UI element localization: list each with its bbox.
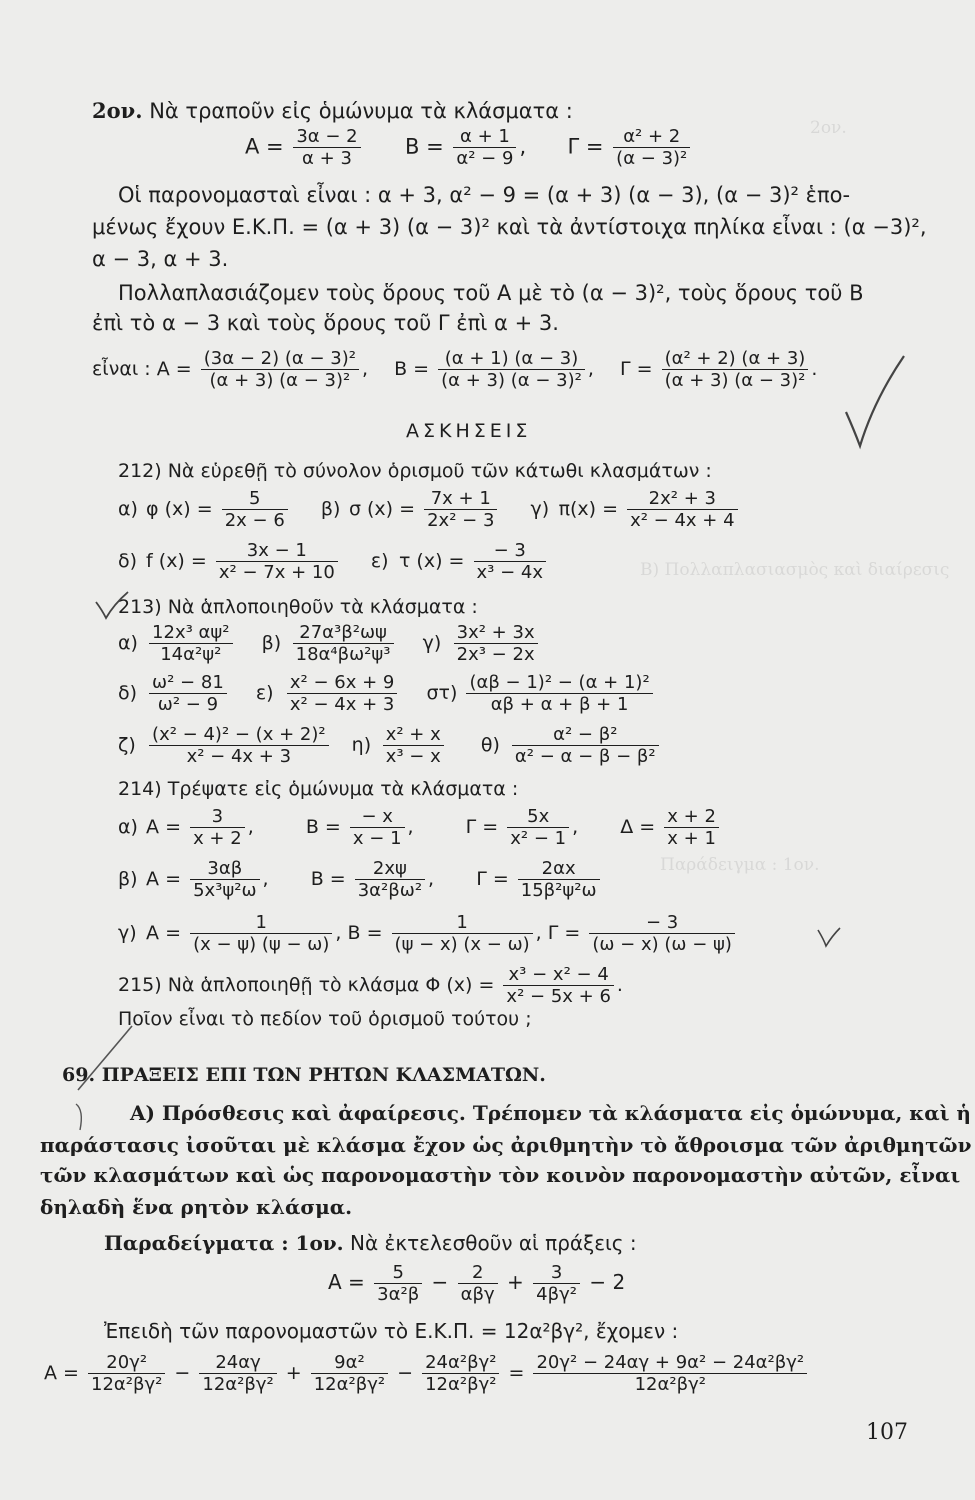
fraction bbox=[664, 806, 719, 849]
fraction bbox=[518, 858, 600, 901]
numerator: 3α − 2 bbox=[293, 126, 360, 148]
operator: + bbox=[285, 1362, 302, 1384]
item-label: ζ) bbox=[118, 734, 136, 756]
denominator: 5x³ψ²ω bbox=[193, 880, 257, 901]
denominator: 3α²βω² bbox=[357, 880, 423, 901]
denominator: x² − 4x + 3 bbox=[289, 694, 395, 715]
fraction bbox=[383, 724, 444, 767]
label-A: Α = bbox=[156, 358, 192, 380]
exercise-215-question: Ποῖον εἶναι τὸ πεδίον τοῦ ὁρισμοῦ τούτου ; bbox=[118, 1008, 532, 1030]
numerator: x² − 6x + 9 bbox=[287, 672, 397, 694]
exercise-212-row2 bbox=[118, 540, 549, 583]
fraction bbox=[190, 912, 332, 955]
function-lhs: τ (x) = bbox=[398, 550, 465, 572]
numerator: α + 1 bbox=[453, 126, 516, 148]
fraction bbox=[533, 1352, 807, 1395]
fraction bbox=[293, 622, 394, 665]
label-B: Β = bbox=[347, 922, 383, 944]
fraction bbox=[350, 806, 405, 849]
label-G: Γ = bbox=[476, 868, 509, 890]
numerator: α² + 2 bbox=[613, 126, 690, 148]
denominator: (α + 3) (α − 3)² bbox=[209, 370, 351, 391]
fraction bbox=[512, 724, 659, 767]
numerator: 24αγ bbox=[199, 1352, 276, 1374]
exercise-213-text: 213) Νὰ ἁπλοποιηθοῦν τὰ κλάσματα : bbox=[118, 596, 478, 618]
operator: − bbox=[431, 1270, 449, 1294]
item-label: η) bbox=[351, 734, 372, 756]
denominator: αβ + α + β + 1 bbox=[490, 694, 629, 715]
separator: . bbox=[616, 974, 623, 996]
denominator: x + 2 bbox=[193, 828, 242, 849]
label-A: Α = bbox=[146, 816, 182, 838]
denominator: α + 3 bbox=[302, 148, 352, 169]
denominator: 14α²ψ² bbox=[160, 644, 222, 665]
denominator: x³ − 4x bbox=[476, 562, 543, 583]
bleed-through: 2ον. bbox=[810, 118, 847, 138]
paragraph-line: ἐπὶ τὸ α − 3 καὶ τοὺς ὅρους τοῦ Γ ἐπὶ α + 3. bbox=[92, 311, 559, 335]
numerator: 20γ² − 24αγ + 9α² − 24α²βγ² bbox=[533, 1352, 807, 1374]
fraction bbox=[533, 1262, 580, 1305]
numerator: α² − β² bbox=[512, 724, 659, 746]
label-B: Β = bbox=[405, 134, 444, 159]
checkmark-icon bbox=[92, 590, 132, 626]
label-A: Α = bbox=[146, 868, 182, 890]
operator: − bbox=[397, 1362, 414, 1384]
fraction-B bbox=[453, 126, 516, 169]
numerator: 24α²βγ² bbox=[422, 1352, 499, 1374]
fraction-B bbox=[438, 348, 585, 391]
equation-lhs: Α = bbox=[44, 1362, 79, 1384]
denominator: 2x³ − 2x bbox=[456, 644, 535, 665]
fraction bbox=[422, 1352, 499, 1395]
item-label: θ) bbox=[480, 734, 500, 756]
fraction bbox=[190, 806, 245, 849]
denominator: 15β²ψ²ω bbox=[520, 880, 597, 901]
exercise-213-row3 bbox=[118, 724, 662, 767]
denominator: 12α²βγ² bbox=[425, 1374, 497, 1395]
denominator: 12α²βγ² bbox=[634, 1374, 706, 1395]
numerator: 1 bbox=[392, 912, 533, 934]
fraction bbox=[454, 622, 538, 665]
fraction bbox=[507, 806, 569, 849]
denominator: α² − α − β − β² bbox=[514, 746, 656, 767]
separator: , bbox=[587, 358, 594, 380]
item-label: β) bbox=[261, 632, 282, 654]
fraction bbox=[474, 540, 547, 583]
label-G: Γ = bbox=[567, 134, 604, 159]
paragraph-line: Οἱ παρονομασταὶ εἶναι : α + 3, α² − 9 = (α + 3) (α − 3), (α − 3)² ἑπο- bbox=[118, 183, 851, 207]
separator: , bbox=[519, 134, 527, 159]
separator: , bbox=[572, 816, 579, 838]
numerator: 2αx bbox=[518, 858, 600, 880]
denominator: α² − 9 bbox=[456, 148, 514, 169]
item-label: α) bbox=[118, 632, 138, 654]
numerator: (α² + 2) (α + 3) bbox=[662, 348, 809, 370]
fraction bbox=[589, 912, 735, 955]
example-heading bbox=[92, 98, 573, 124]
subsection-line: παράστασις ἰσοῦται μὲ κλάσμα ἔχον ὡς ἀριθμητὴν τὸ ἄθροισμα τῶν ἀριθμητῶν bbox=[40, 1133, 972, 1157]
denominator: (α − 3)² bbox=[616, 148, 688, 169]
fraction bbox=[424, 488, 497, 531]
exercise-212-row1 bbox=[118, 488, 741, 531]
separator: , bbox=[247, 816, 254, 838]
fraction bbox=[311, 1352, 388, 1395]
fraction bbox=[199, 1352, 276, 1395]
bleed-through: Παράδειγμα : 1ον. bbox=[660, 855, 820, 875]
paragraph-line: Πολλαπλασιάζομεν τοὺς ὅρους τοῦ Α μὲ τὸ (α − 3)², τοὺς ὅρους τοῦ Β bbox=[118, 281, 864, 305]
fraction bbox=[149, 672, 227, 715]
label-A: Α = bbox=[146, 922, 182, 944]
fraction bbox=[458, 1262, 498, 1305]
subsection-line: Α) Πρόσθεσις καὶ ἀφαίρεσις. Τρέπομεν τὰ κλάσματα εἰς ὁμώνυμα, καὶ ἡ bbox=[130, 1101, 971, 1125]
denominator: 4βγ² bbox=[536, 1284, 577, 1305]
numerator: 2xψ bbox=[355, 858, 425, 880]
fraction bbox=[149, 622, 232, 665]
section-title: ΠΡΑΞΕΙΣ ΕΠΙ ΤΩΝ ΡΗΤΩΝ ΚΛΑΣΜΑΤΩΝ. bbox=[101, 1064, 546, 1086]
fraction bbox=[392, 912, 533, 955]
denominator: 2x² − 3 bbox=[427, 510, 495, 531]
paragraph-line: α − 3, α + 3. bbox=[92, 247, 229, 271]
item-label: α) bbox=[118, 816, 138, 838]
label-G: Γ = bbox=[465, 816, 499, 838]
result-fractions bbox=[92, 348, 817, 391]
denominator: x² − 4x + 3 bbox=[186, 746, 292, 767]
item-label: δ) bbox=[118, 682, 138, 704]
exercises-title: ΑΣΚΗΣΕΙΣ bbox=[406, 420, 532, 442]
exercise-213-row1 bbox=[118, 622, 541, 665]
denominator: 3α²β bbox=[377, 1284, 420, 1305]
numerator: 12x³ αψ² bbox=[149, 622, 232, 644]
subsection-line: τῶν κλασμάτων καὶ ὡς παρονομαστὴν τὸν κοινὸν παρονομαστὴν αὐτῶν, εἶναι bbox=[40, 1163, 961, 1187]
numerator: (x² − 4)² − (x + 2)² bbox=[149, 724, 329, 746]
example-instruction: Νὰ τραποῦν εἰς ὁμώνυμα τὰ κλάσματα : bbox=[149, 99, 573, 123]
fraction bbox=[222, 488, 288, 531]
example-number: 2ον. bbox=[92, 98, 143, 123]
denominator: x² − 4x + 4 bbox=[630, 510, 735, 531]
exercise-212-text: 212) Νὰ εὑρεθῇ τὸ σύνολον ὁρισμοῦ τῶν κάτωθι κλασμάτων : bbox=[118, 460, 712, 482]
lcm-line: Ἐπειδὴ τῶν παρονομαστῶν τὸ Ε.Κ.Π. = 12α²βγ², ἔχομεν : bbox=[104, 1319, 679, 1343]
fraction-G bbox=[662, 348, 809, 391]
fraction-A bbox=[201, 348, 359, 391]
separator: , bbox=[335, 922, 342, 944]
function-lhs: φ (x) = bbox=[146, 498, 213, 520]
denominator: x² − 7x + 10 bbox=[218, 562, 335, 583]
numerator: 7x + 1 bbox=[424, 488, 497, 510]
result-intro: εἶναι : bbox=[92, 358, 151, 380]
label-B: Β = bbox=[394, 358, 430, 380]
denominator: x² − 1 bbox=[510, 828, 567, 849]
paragraph-line: μένως ἔχουν Ε.Κ.Π. = (α + 3) (α − 3)² καὶ τὰ ἀντίστοιχα πηλίκα εἶναι : (α −3)², bbox=[92, 215, 927, 239]
numerator: (3α − 2) (α − 3)² bbox=[201, 348, 359, 370]
examples-label: Παραδείγματα : 1ον. bbox=[104, 1231, 344, 1255]
fraction bbox=[466, 672, 652, 715]
denominator: (ω − x) (ω − ψ) bbox=[592, 934, 732, 955]
denominator: (ψ − x) (x − ω) bbox=[394, 934, 530, 955]
denominator: x + 1 bbox=[667, 828, 716, 849]
denominator: x² − 5x + 6 bbox=[506, 986, 611, 1007]
exercise-214-text: 214) Τρέψατε εἰς ὁμώνυμα τὰ κλάσματα : bbox=[118, 778, 519, 800]
label-A: Α = bbox=[245, 134, 284, 159]
item-label: ε) bbox=[255, 682, 274, 704]
numerator: 1 bbox=[190, 912, 332, 934]
numerator: − 3 bbox=[589, 912, 735, 934]
numerator: x + 2 bbox=[664, 806, 719, 828]
numerator: 2x² + 3 bbox=[627, 488, 737, 510]
numerator: ω² − 81 bbox=[149, 672, 227, 694]
item-label: στ) bbox=[426, 682, 458, 704]
denominator: x − 1 bbox=[352, 828, 402, 849]
fraction bbox=[287, 672, 397, 715]
checkmark-icon bbox=[816, 926, 842, 950]
separator: , bbox=[535, 922, 542, 944]
function-lhs: σ (x) = bbox=[348, 498, 416, 520]
fraction bbox=[374, 1262, 422, 1305]
function-lhs: Φ (x) = bbox=[425, 974, 495, 996]
function-lhs: π(x) = bbox=[558, 498, 619, 520]
fraction bbox=[149, 724, 329, 767]
separator: , bbox=[407, 816, 414, 838]
item-label: β) bbox=[320, 498, 341, 520]
numerator: 3x² + 3x bbox=[454, 622, 538, 644]
exercise-214-row-c bbox=[118, 912, 738, 955]
equation-tail: − 2 bbox=[589, 1270, 626, 1294]
fraction bbox=[216, 540, 338, 583]
example-equation bbox=[328, 1262, 625, 1305]
page-number: 107 bbox=[866, 1420, 908, 1445]
exercise-213-row2 bbox=[118, 672, 656, 715]
numerator: x³ − x² − 4 bbox=[503, 964, 613, 986]
item-label: γ) bbox=[422, 632, 442, 654]
denominator: 12α²βγ² bbox=[91, 1374, 163, 1395]
exercise-214-row-a bbox=[118, 806, 722, 849]
numerator: (α + 1) (α − 3) bbox=[438, 348, 585, 370]
label-B: Β = bbox=[305, 816, 341, 838]
fraction bbox=[88, 1352, 165, 1395]
denominator: 18α⁴βω²ψ³ bbox=[295, 644, 391, 665]
pencil-stroke-icon bbox=[72, 1020, 142, 1140]
numerator: 2 bbox=[458, 1262, 498, 1284]
item-label: ε) bbox=[370, 550, 389, 572]
fraction-G bbox=[613, 126, 690, 169]
fraction bbox=[503, 964, 613, 1007]
fraction bbox=[190, 858, 259, 901]
given-fractions bbox=[245, 126, 693, 169]
examples-instruction: Νὰ ἐκτελεσθοῦν αἱ πράξεις : bbox=[350, 1231, 637, 1255]
operator: − bbox=[174, 1362, 191, 1384]
exercise-215 bbox=[118, 964, 623, 1007]
item-label: α) bbox=[118, 498, 138, 520]
denominator: x³ − x bbox=[385, 746, 441, 767]
numerator: 3x − 1 bbox=[216, 540, 338, 562]
section-number: 69. bbox=[62, 1064, 96, 1086]
numerator: 20γ² bbox=[88, 1352, 165, 1374]
item-label: δ) bbox=[118, 550, 138, 572]
function-lhs: f (x) = bbox=[146, 550, 207, 572]
denominator: 12α²βγ² bbox=[202, 1374, 274, 1395]
numerator: 5x bbox=[507, 806, 569, 828]
numerator: 9α² bbox=[311, 1352, 388, 1374]
operator: = bbox=[508, 1362, 525, 1384]
final-equation bbox=[44, 1352, 810, 1395]
denominator: αβγ bbox=[460, 1284, 495, 1305]
denominator: ω² − 9 bbox=[157, 694, 219, 715]
numerator: 5 bbox=[222, 488, 288, 510]
numerator: − 3 bbox=[474, 540, 547, 562]
checkmark-icon bbox=[840, 350, 910, 460]
item-label: γ) bbox=[530, 498, 550, 520]
denominator: 12α²βγ² bbox=[313, 1374, 386, 1395]
numerator: 5 bbox=[374, 1262, 422, 1284]
label-G: Γ = bbox=[547, 922, 581, 944]
fraction bbox=[627, 488, 737, 531]
numerator: 27α³β²ωψ bbox=[293, 622, 394, 644]
numerator: (αβ − 1)² − (α + 1)² bbox=[466, 672, 652, 694]
denominator: (α + 3) (α − 3)² bbox=[441, 370, 582, 391]
label-G: Γ = bbox=[620, 358, 653, 380]
bleed-through: B) Πολλαπλασιασμὸς καὶ διαίρεσις bbox=[640, 560, 950, 580]
examples-heading bbox=[104, 1230, 637, 1256]
denominator: (α + 3) (α − 3)² bbox=[664, 370, 806, 391]
fraction-A bbox=[293, 126, 360, 169]
item-label: γ) bbox=[118, 922, 137, 944]
equation-lhs: Α = bbox=[328, 1270, 365, 1294]
exercise-214-row-b bbox=[118, 858, 603, 901]
numerator: 3 bbox=[190, 806, 245, 828]
label-B: Β = bbox=[310, 868, 346, 890]
separator: , bbox=[428, 868, 435, 890]
denominator: (x − ψ) (ψ − ω) bbox=[193, 934, 330, 955]
denominator: 2x − 6 bbox=[224, 510, 285, 531]
separator: , bbox=[361, 358, 368, 380]
numerator: 3αβ bbox=[190, 858, 259, 880]
label-D: Δ = bbox=[620, 816, 656, 838]
separator: . bbox=[811, 358, 818, 380]
exercise-215-text: 215) Νὰ ἁπλοποιηθῇ τὸ κλάσμα bbox=[118, 974, 420, 996]
subsection-line: δηλαδὴ ἕνα ρητὸν κλάσμα. bbox=[40, 1195, 353, 1219]
numerator: − x bbox=[350, 806, 405, 828]
separator: , bbox=[262, 868, 269, 890]
operator: + bbox=[507, 1270, 524, 1294]
item-label: β) bbox=[118, 868, 138, 890]
numerator: x² + x bbox=[383, 724, 444, 746]
fraction bbox=[355, 858, 425, 901]
numerator: 3 bbox=[533, 1262, 580, 1284]
